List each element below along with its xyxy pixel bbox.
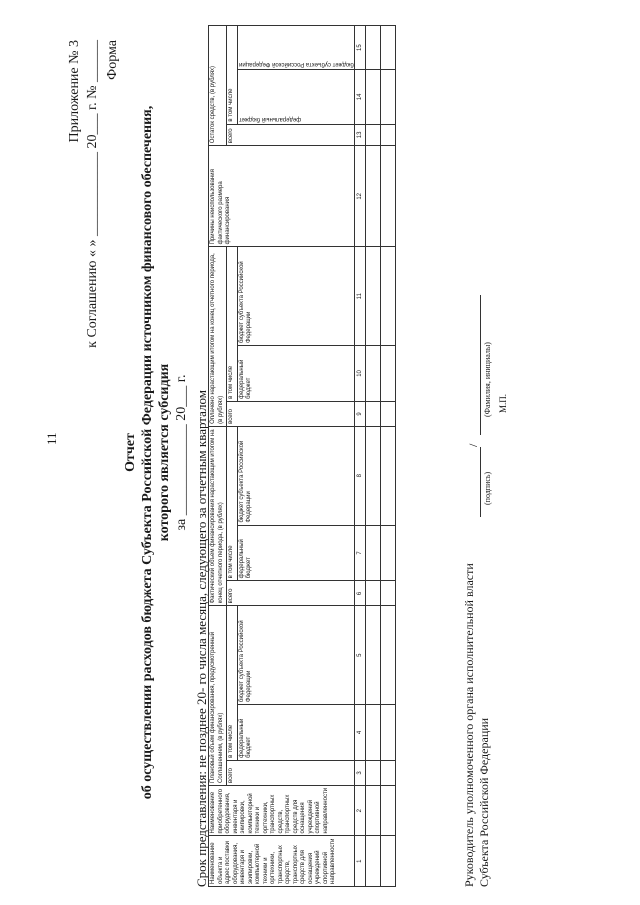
actual-total: всего <box>227 581 355 606</box>
planned-federal: федеральный бюджет <box>237 705 355 761</box>
col-num-11: 11 <box>355 247 366 346</box>
signature-block <box>462 563 492 887</box>
col-num-6: 6 <box>355 581 366 606</box>
col-num-4: 4 <box>355 705 366 761</box>
page-number: 11 <box>44 432 59 445</box>
signature-line-1: Руководитель уполномоченного органа исполнительной власти <box>462 563 476 887</box>
appendix-title: Приложение № 3 <box>67 40 82 143</box>
col-num-9: 9 <box>355 401 366 426</box>
report-title: Отчет <box>123 433 138 472</box>
balance-regional <box>237 26 355 70</box>
col-num-3: 3 <box>355 760 366 785</box>
actual-federal: федеральный бюджет <box>237 525 355 581</box>
report-table <box>208 25 396 887</box>
paid-federal: федеральный бюджет <box>237 346 355 402</box>
header-planned: Плановый объем финансирования, предусмотренный Соглашением, (в рублях) <box>209 606 227 786</box>
col-num-14: 14 <box>355 70 366 124</box>
balance-regional-label: бюджет субъекта Российской Федерации <box>238 61 354 68</box>
name-caption: (Фамилия, инициалы) <box>483 342 492 417</box>
name-underline <box>480 295 481 435</box>
col-num-7: 7 <box>355 525 366 581</box>
report-subtitle: об осуществлении расходов бюджета Субъекта Российской Федерации источником финансового обеспечения, <box>140 105 155 800</box>
stamp-place: М.П. <box>498 393 508 413</box>
header-object: Наименование объекта и адрес поставки оборудования, инвентаря и экипировки, компьютерной техники и оргтехники, транспортных средств, транспортных средств для оснащения учреждений спортивной направленности <box>209 836 355 887</box>
actual-regional: бюджет субъекта Российской Федерации <box>237 426 355 525</box>
table-row <box>381 26 396 887</box>
report-subtitle-2: которого является субсидия <box>157 363 172 542</box>
agreement-suffix: « » ____________ 20___ г. № ______ <box>85 40 100 258</box>
paid-including: в том числе <box>227 247 238 401</box>
table-row <box>366 26 381 887</box>
balance-federal <box>237 70 355 124</box>
col-num-15: 15 <box>355 26 366 70</box>
form-label: Форма <box>105 40 120 80</box>
planned-including: в том числе <box>227 606 238 760</box>
paid-regional: бюджет субъекта Российской Федерации <box>237 247 355 346</box>
deadline-text: Срок представления: не позднее 20- го числа месяца, следующего за отчетным кварталом <box>194 390 209 887</box>
col-num-5: 5 <box>355 606 366 705</box>
header-paid: Оплачено нарастающим итогом на конец отчетного периода, (в рублях) <box>209 247 227 427</box>
col-num-10: 10 <box>355 346 366 402</box>
signature-line-2: Субъекта Российской Федерации <box>477 717 491 887</box>
signature-slash: / <box>466 443 480 447</box>
balance-including: в том числе <box>227 26 238 125</box>
header-name: Наименование приобретенного оборудования, инвентаря и экипировки, компьютерной техники и оргтехники, транспортных средств, транспортных средств для оснащения учреждений спортивной направленности <box>209 785 355 836</box>
header-balance: Остаток средств, (в рублях) <box>209 26 227 146</box>
col-num-1: 1 <box>355 836 366 887</box>
appendix-block <box>66 40 122 348</box>
agreement-prefix: к Соглашению <box>85 260 100 348</box>
balance-total: всего <box>227 124 355 146</box>
planned-total: всего <box>227 760 355 785</box>
report-period: за _____________ 20___ г. <box>174 374 189 531</box>
planned-regional: бюджет субъекта Российской Федерации <box>237 606 355 705</box>
actual-including: в том числе <box>227 426 238 580</box>
signature-caption: (подпись) <box>483 471 492 505</box>
balance-federal-label: федеральный бюджет <box>238 115 301 122</box>
col-num-13: 13 <box>355 124 366 146</box>
col-num-2: 2 <box>355 785 366 836</box>
col-num-8: 8 <box>355 426 366 525</box>
header-reasons: Причины неиспользования фактического размера финансирования <box>209 146 355 247</box>
col-num-12: 12 <box>355 146 366 247</box>
agreement-line <box>84 40 102 348</box>
signature-underline <box>480 447 481 517</box>
header-actual: Фактический объем финансирования нарастающим итогом на конец отчетного периода, (в рублях) <box>209 426 227 606</box>
paid-total: всего <box>227 401 355 426</box>
